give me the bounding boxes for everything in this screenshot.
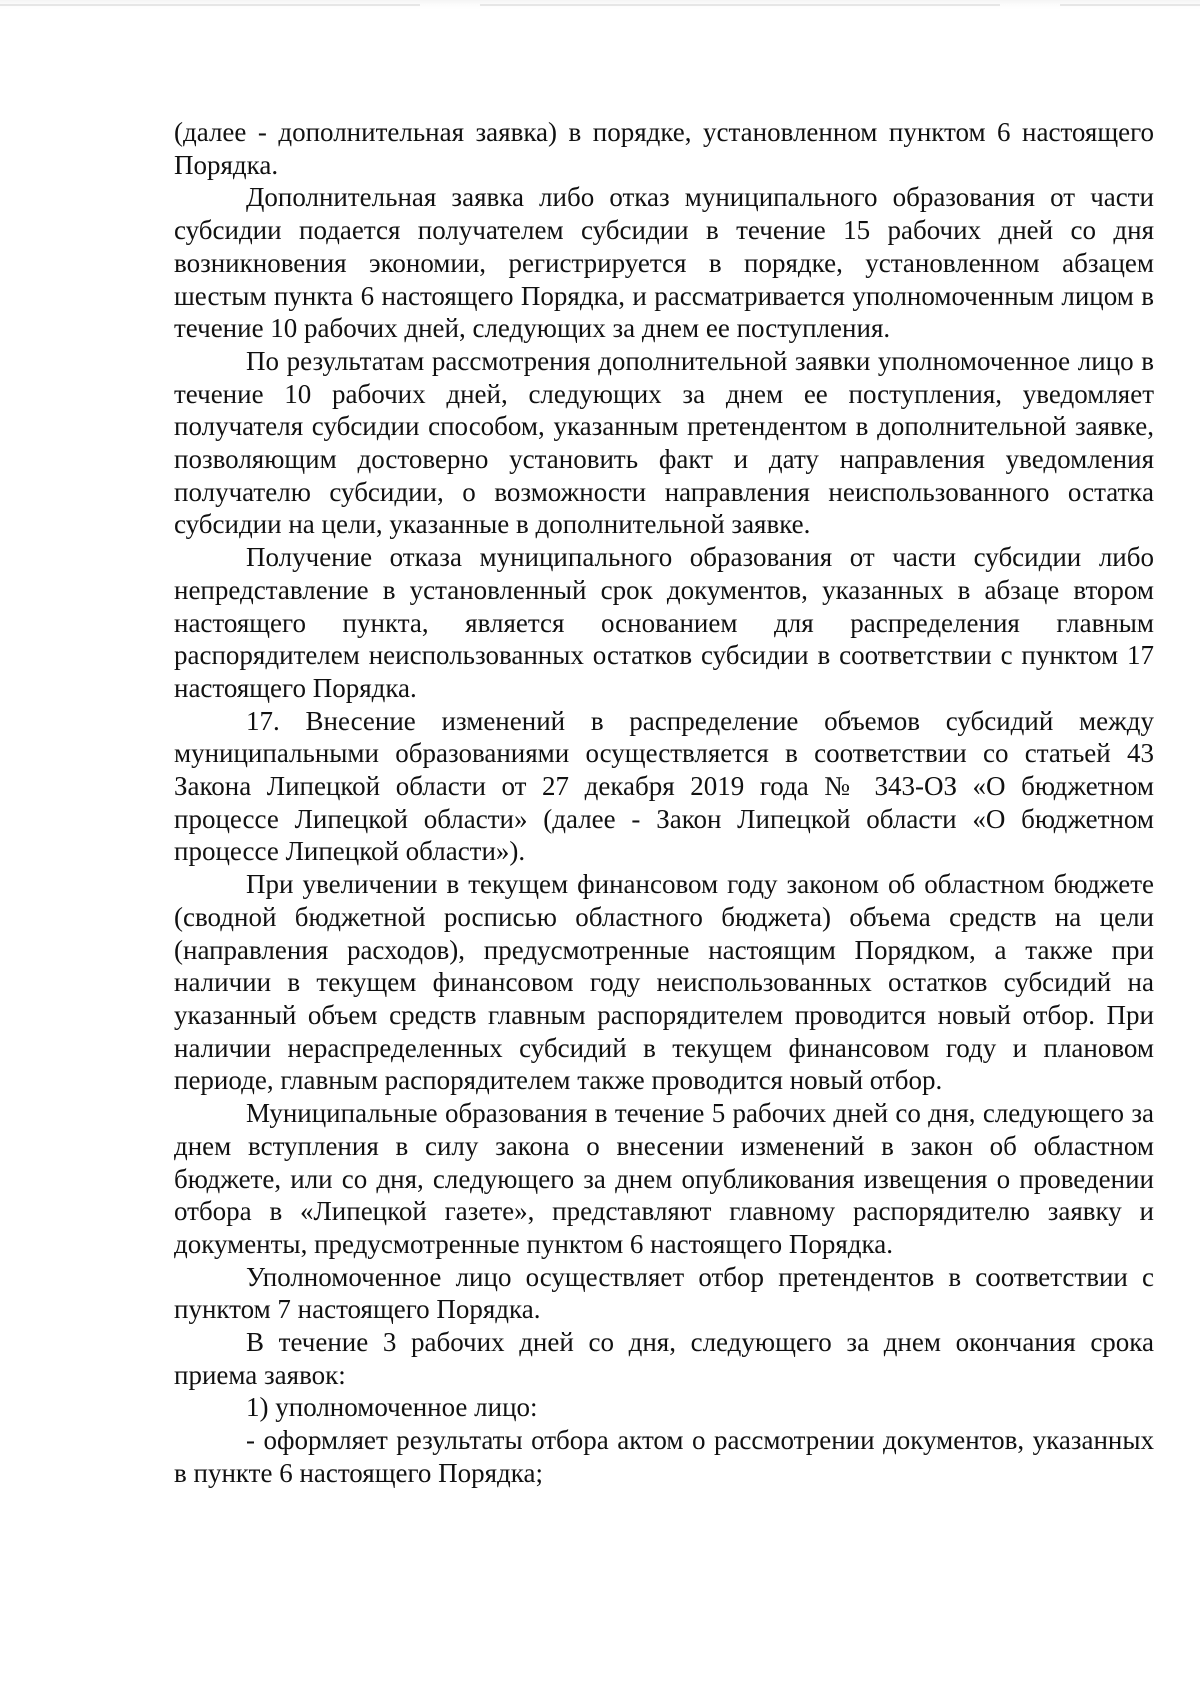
paragraph-authorized-selection: Уполномоченное лицо осуществляет отбор претендентов в соответствии с пунктом 7 настоящего Порядка. — [174, 1261, 1154, 1325]
paragraph-item-17: 17. Внесение изменений в распределение объемов субсидий между муниципальными образованиями осуществляется в соответствии со статьей 43 Закона Липецкой области от 27 декабря 2019 года № 343-ОЗ «О бюджетном процессе Липецкой области» (далее - Закон Липецкой области «О бюджетном процессе Липецкой области»). — [174, 705, 1154, 867]
paragraph-refusal: Получение отказа муниципального образования от части субсидии либо непредставление в установленный срок документов, указанных в абзаце втором настоящего пункта, является основанием для распределения главным распорядителем неиспользованных остатков субсидии в соответствии с пунктом 17 настоящего Порядка. — [174, 542, 1154, 703]
paragraph-budget-increase: При увеличении в текущем финансовом году законом об областном бюджете (сводной бюджетной росписью областного бюджета) объема средств на цели (направления расходов), предусмотренные настоящим Порядком, а также при наличии в текущем финансовом году неиспользованных остатков субсидий на указанный объем средств главным распорядителем проводится новый отбор. При наличии нераспределенных субсидий в текущем финансовом году и плановом периоде, главным распорядителем также проводится новый отбор. — [174, 869, 1154, 1096]
paragraph-review-results: По результатам рассмотрения дополнительной заявки уполномоченное лицо в течение 10 рабочих дней, следующих за днем ее поступления, уведомляет получателя субсидии способом, указанным претендентом в дополнительной заявке, позволяющим достоверно установить факт и дату направления уведомления получателю субсидии, о возможности направления неиспользованного остатка субсидии на цели, указанные в дополнительной заявке. — [174, 345, 1154, 540]
paragraph-municipal-submission: Муниципальные образования в течение 5 рабочих дней со дня, следующего за днем вступления в силу закона о внесении изменений в закон об областном бюджете, или со дня, следующего за днем опубликования извещения о проведении отбора в «Липецкой газете», представляют главному распорядителю заявку и документы, предусмотренные пунктом 6 настоящего Порядка. — [174, 1098, 1154, 1259]
document-page — [174, 116, 1154, 1490]
scan-artifact-line — [1060, 4, 1200, 6]
scan-artifact-line — [480, 4, 1000, 6]
paragraph-authorized-person: 1) уполномоченное лицо: — [246, 1392, 538, 1423]
paragraph-continuation: (далее - дополнительная заявка) в порядке, установленном пунктом 6 настоящего Порядка. — [174, 117, 1154, 180]
paragraph-additional-application: Дополнительная заявка либо отказ муниципального образования от части субсидии подается получателем субсидии в течение 15 рабочих дней со дня возникновения экономии, регистрируется в порядке, установленном абзацем шестым пункта 6 настоящего Порядка, и рассматривается уполномоченным лицом в течение 10 рабочих дней, следующих за днем ее поступления. — [174, 182, 1154, 344]
paragraph-act-registration: - оформляет результаты отбора актом о рассмотрении документов, указанных в пункте 6 настоящего Порядка; — [174, 1425, 1154, 1488]
paragraph-three-days: В течение 3 рабочих дней со дня, следующего за днем окончания срока приема заявок: — [174, 1327, 1154, 1390]
scan-artifact-line — [0, 4, 420, 6]
